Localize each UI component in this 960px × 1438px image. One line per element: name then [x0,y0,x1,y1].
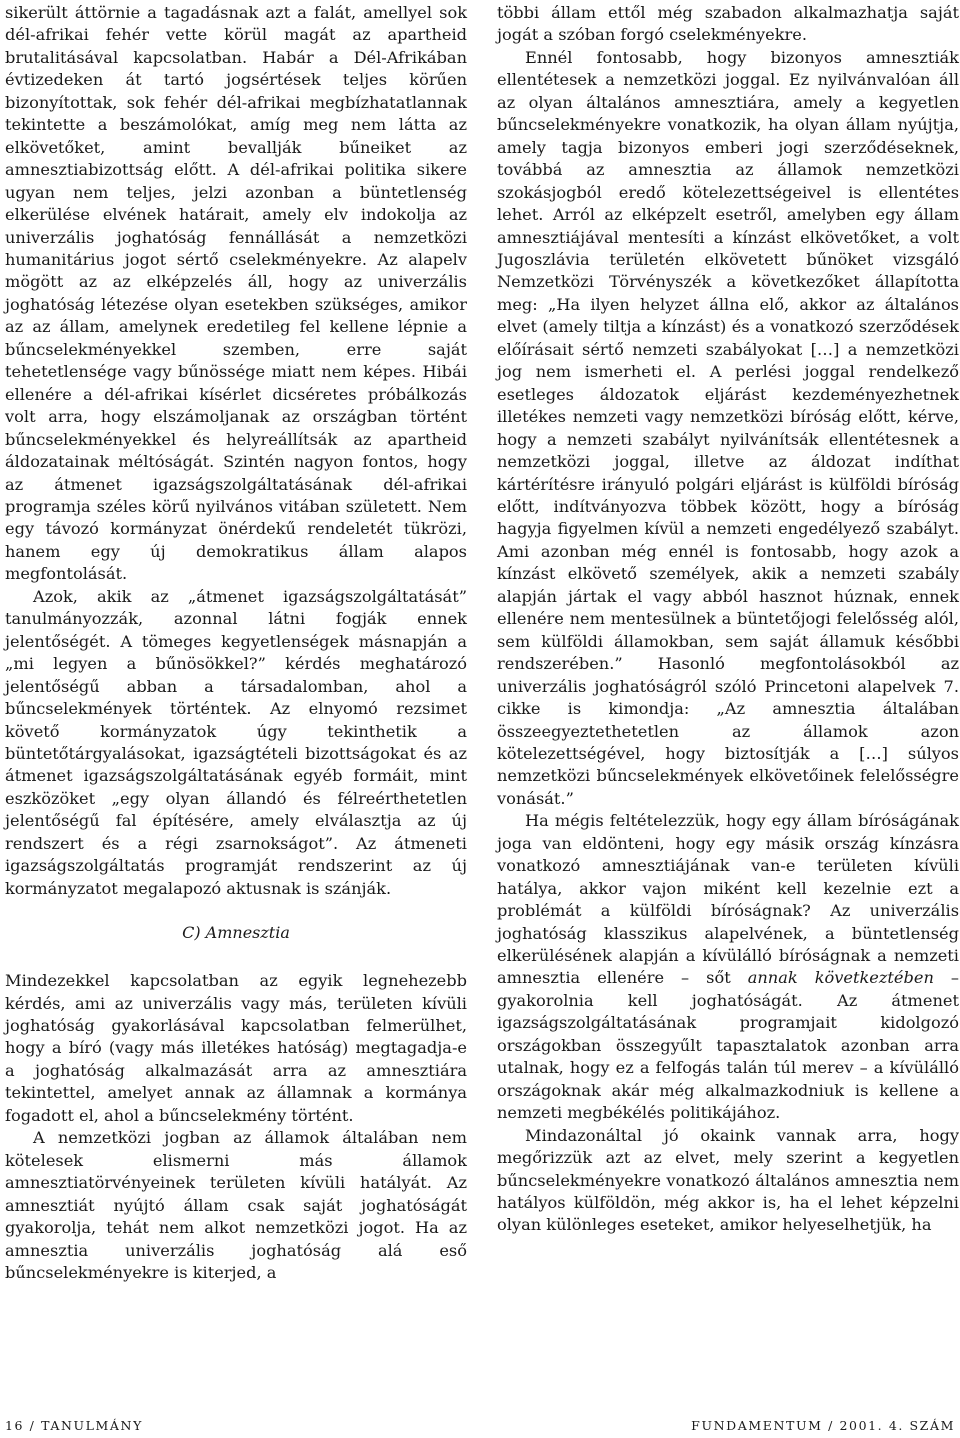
emphasis-text: annak következtében [747,968,934,988]
page-footer-right: FUNDAMENTUM / 2001. 4. SZÁM [691,1418,955,1433]
section-heading: C) Amnesztia [182,923,290,943]
body-paragraph: sikerült áttörnie a tagadásnak azt a falát, amellyel sok dél-afrikai fehér vette körül magát az apartheid brutalitásával kapcsolatban. Habár a Dél-Afrikában évtizedeken át tartó jogsértések teljes körűen bizonyítottak, sok fehér dél-afrikai megbízhatatlannak tekintette a beszámolókat, amíg meg nem látta az elkövetőket, amint bevallják bűneiket az amnesztiabizottság előtt. A dél-afrikai politika sikere ugyan nem teljes, jelzi azonban a büntetlenség elkerülése elvének határait, amely elv indokolja az univerzális joghatóság fennállását a nemzetközi humanitárius jogot sértő cselekményekre. Az alapelv mögött az az elképzelés áll, hogy az univerzális joghatóság létezése olyan esetekben szükséges, amikor az az állam, amelynek eredetileg fel kellene lépnie a bűncselekményekkel szemben, erre saját tehetetlensége vagy bűnössége miatt nem képes. Hibái ellenére a dél-afrikai kísérlet dicséretes próbálkozás volt arra, hogy elszámoljanak az országban történt bűncselekményekkel és helyreállítsák az apartheid áldozatainak méltóságát. Szintén nagyon fontos, hogy az átmenet igazságszolgáltatásának dél-afrikai programja széles körű nyilvános vitában született. Nem egy távozó kormányzat önérdekű rendeletét tükrözi, hanem egy új demokratikus állam alapos megfontolását. [5,3,467,584]
left-column [5,2,467,1284]
body-paragraph: többi állam ettől még szabadon alkalmazhatja saját jogát a szóban forgó cselekményekre. [497,3,959,45]
body-paragraph: Mindazonáltal jó okaink vannak arra, hogy megőrizzük azt az elvet, mely szerint a kegyetlen bűncselekményekre vonatkozó általános amnesztia nem hatályos külföldön, még akkor is, ha el lehet képzelni olyan különleges eseteket, amikor helyeselhetjük, ha [497,1125,959,1235]
body-paragraph [497,810,959,1124]
body-paragraph: A nemzetközi jogban az államok általában nem kötelesek elismerni más államok amnesztiatörvényeinek területen kívüli hatályát. Az amnesztiát nyújtó állam csak saját joghatóságát gyakorolja, tehát nem alkot nemzetközi jogot. Ha az amnesztia univerzális joghatóság alá eső bűncselekményekre is kiterjed, a [5,1128,467,1283]
body-text: Ha mégis feltételezzük, hogy egy állam bíróságának joga van eldönteni, hogy egy másik ország kínzásra vonatkozó amnesztiájának van-e területen kívüli hatálya, akkor vajon miként kell kezelnie ezt a problémát a külföldi bíróságnak? Az univerzális joghatóság klasszikus alapelvének, a büntetlenség elkerülésének alapján a kívülálló bíróságnak a nemzeti amnesztia ellenére – sőt [497,811,959,988]
body-paragraph: Ennél fontosabb, hogy bizonyos amnesztiák ellentétesek a nemzetközi joggal. Ez nyilvánvalóan áll az olyan általános amnesztiára, amely a kegyetlen bűncselekményekre vonatkozik, ha olyan állam nyújtja, amely tagja bizonyos emberi jogi szerződéseknek, továbbá az amnesztia az államok nemzetközi szokásjogból eredő kötelezettségeivel is ellentétes lehet. Arról az elképzelt esetről, amelyben egy állam amnesztiájával mentesíti a kínzást elkövetőket, a volt Jugoszlávia területén elkövetett bűnöket vizsgáló Nemzetközi Törvényszék a következőket állapította meg: „Ha ilyen helyzet állna elő, akkor az általános elvet (amely tiltja a kínzást) és a vonatkozó szerződések előírásait sértő nemzeti szabályokat […] a nemzetközi jog nem ismerheti el. A perlési joggal rendelkező esetleges áldozatok eljárást kezdeményezhetnek illetékes nemzeti vagy nemzetközi bíróság előtt, kérve, hogy a nemzeti szabályt nyilvánítsák ellentétesnek a nemzetközi joggal, illetve az áldozat indíthat kártérítésre irányuló polgári eljárást is külföldi bíróság előtt, indítványozva többek között, hogy a bíróság hagyja figyelmen kívül a nemzeti engedélyező szabályt. Ami azonban még ennél is fontosabb, hogy azok a kínzást elkövető személyek, akik a nemzeti szabály alapján jártak el vagy abból hasznot húznak, ennek ellenére nem mentesülnek a büntetőjogi felelősség alól, sem külföldi államokban, sem saját államuk későbbi rendszerében.” Hasonló megfontolásokból az univerzális joghatóságról szóló Princetoni alapelvek 7. cikke is kimondja: „Az amnesztia általában összeegyeztethetetlen az államok azon kötelezettségével, hogy biztosítják a […] súlyos nemzetközi bűncselekmények elkövetőinek felelősségre vonását.” [497,47,959,808]
body-text: – gyakorolnia kell joghatóságát. Az átmenet igazságszolgáltatásának programjait kidolgozó országokban összegyűlt tapasztalatok azonban arra utalnak, hogy ez a felfogás talán túl merev – a kívülálló országoknak akár még alkalmazkodniuk is kellene a nemzeti megbékélés politikájához. [497,968,959,1123]
body-paragraph: Mindezekkel kapcsolatban az egyik legnehezebb kérdés, ami az univerzális vagy más, területen kívüli joghatóság gyakorlásával kapcsolatban felmerülhet, hogy a bíró (vagy más illetékes hatóság) megtagadja-e a joghatóság alkalmazását arra az amnesztiára tekintettel, amelyet annak az államnak a kormánya fogadott el, ahol a bűncselekmény történt. [5,971,467,1125]
page-footer-left: 16 / TANULMÁNY [5,1418,143,1433]
right-column [497,2,959,1237]
body-paragraph: Azok, akik az „átmenet igazságszolgáltatását” tanulmányozzák, azonnal látni fogják ennek jelentőségét. A tömeges kegyetlenségek másnapján a „mi legyen a bűnösökkel?” kérdés meghatározó jelentőségű abban a társadalomban, ahol a bűncselekmények történtek. Az elnyomó rezsimet követő kormányzatok úgy tekinthetik a büntetőtárgyalásokat, igazságtételi bizottságokat és az átmenet igazságszolgáltatásának egyéb formáit, mint eszközöket „egy olyan állandó és félreérthetetlen jelentőségű fal építésére, amely elválasztja az új rendszert és a régi zsarnokságot”. Az átmeneti igazságszolgáltatás programját rendszerint az új kormányzatot megalapozó aktusnak is szánják. [5,586,467,898]
